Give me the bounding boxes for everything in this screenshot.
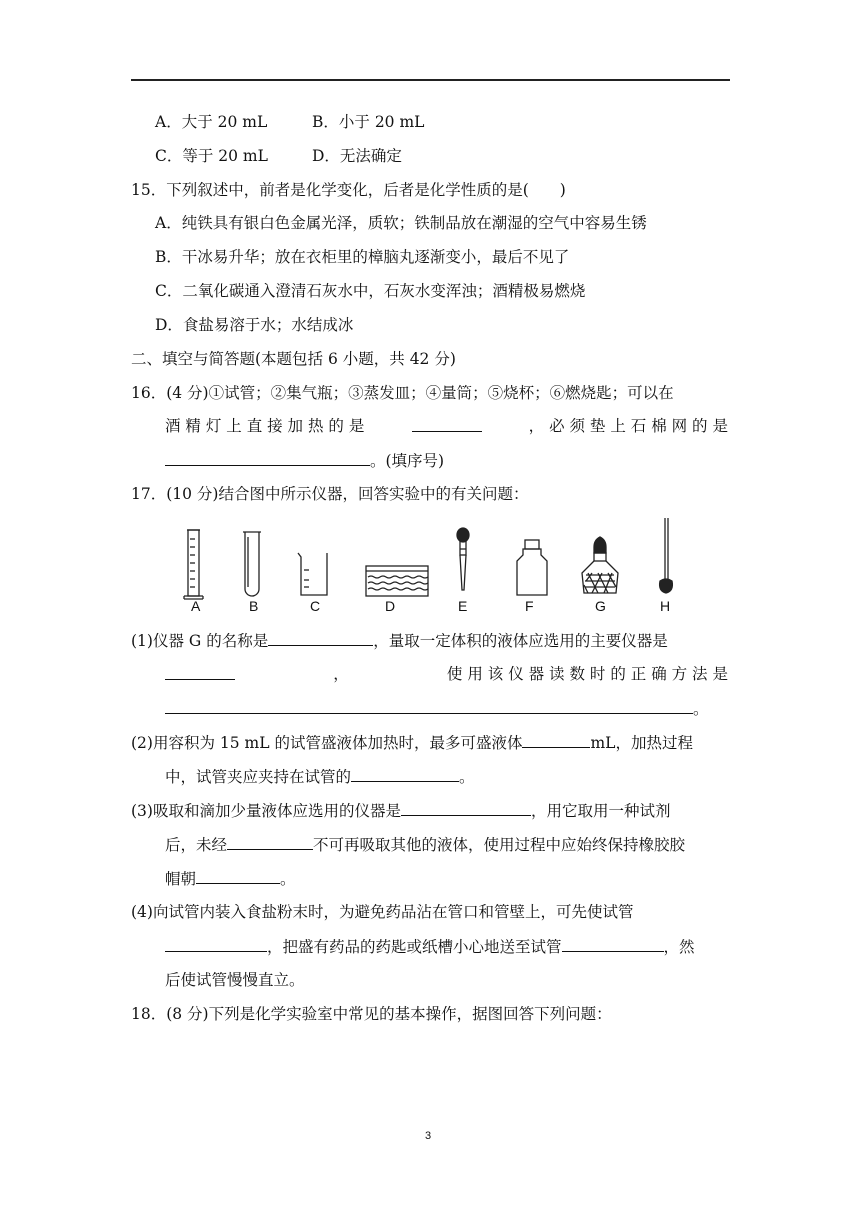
q16-line3 (165, 450, 444, 471)
q17-p4-text-b: ，把盛有药品的药匙或纸槽小心地送至试管 (267, 938, 562, 956)
q17-p4-blank-2[interactable] (562, 936, 664, 952)
q17-p1-end: 。 (693, 700, 709, 718)
q17-part1-line3 (165, 698, 709, 719)
q17-p1-text-b: ，量取一定体积的液体应选用的主要仪器是 (373, 632, 668, 650)
q17-p1-comma: ， (333, 665, 349, 683)
q17-p1-text-d: 使 用 该 仪 器 读 数 时 的 正 确 方 法 是 (446, 665, 728, 683)
q17-p4-text-c: ，然 (663, 938, 695, 956)
q14-option-a: A．大于 20 mL (155, 113, 268, 131)
burning-spoon-icon (660, 518, 673, 593)
q16-text-a: 酒 精 灯 上 直 接 加 热 的 是 (165, 417, 365, 435)
q17-part3-line2 (165, 834, 685, 855)
figure-label-b: B (249, 598, 259, 614)
q17-p1-blank-2[interactable] (165, 664, 235, 680)
q17-part3-line3 (165, 868, 296, 889)
figure-label-a: A (191, 598, 201, 614)
dropper-icon (457, 528, 469, 590)
q17-p1-blank-1[interactable] (268, 630, 373, 646)
q17-p3-text-d: 不可再吸取其他的液体，使用过程中应始终保持橡胶胶 (313, 836, 686, 854)
q15-stem: 15．下列叙述中，前者是化学变化，后者是化学性质的是( ) (131, 181, 566, 199)
test-tube-icon (243, 532, 261, 596)
q16-line3-end: 。(填序号) (370, 452, 445, 470)
q17-part3-line1 (131, 800, 670, 821)
q14-option-b: B．小于 20 mL (312, 113, 425, 131)
figure-label-f: F (525, 598, 534, 614)
figure-label-e: E (458, 598, 468, 614)
q17-part2-line1 (131, 732, 693, 753)
q17-p3-blank-1[interactable] (401, 800, 531, 816)
q16-line1: 16．(4 分)①试管；②集气瓶；③蒸发皿；④量筒；⑤烧杯；⑥燃烧匙；可以在 (131, 384, 674, 402)
q17-p3-end: 。 (280, 870, 296, 888)
page-number: 3 (425, 1130, 432, 1142)
q17-p2-text-a: (2)用容积为 15 mL 的试管盛液体加热时，最多可盛液体 (131, 734, 523, 752)
q17-p3-text-a: (3)吸取和滴加少量液体应选用的仪器是 (131, 802, 401, 820)
figure-label-d: D (385, 598, 396, 614)
q15-option-c: C．二氧化碳通入澄清石灰水中，石灰水变浑浊；酒精极易燃烧 (155, 282, 586, 300)
q17-part2-line2 (165, 766, 475, 787)
q17-p3-blank-2[interactable] (227, 834, 313, 850)
q17-part1-line2 (165, 664, 728, 684)
q17-p2-blank-1[interactable] (522, 732, 590, 748)
trough-icon (366, 566, 428, 596)
q17-p3-text-b: ，用它取用一种试剂 (530, 802, 671, 820)
q17-p3-text-e: 帽朝 (165, 870, 197, 888)
alcohol-lamp-icon (582, 537, 618, 593)
q17-p3-text-c: 后，未经 (165, 836, 228, 854)
q17-p2-end: 。 (459, 768, 475, 786)
q17-p1-text-a: (1)仪器 G 的名称是 (131, 632, 269, 650)
q14-option-d: D．无法确定 (312, 147, 402, 165)
q17-part1-line1 (131, 630, 668, 651)
q17-p2-text-b: mL，加热过程 (590, 734, 693, 752)
q17-p2-text-c: 中，试管夹应夹持在试管的 (165, 768, 352, 786)
q17-p1-blank-3[interactable] (165, 698, 693, 714)
graduated-cylinder-icon (184, 530, 203, 599)
q17-part4-line3: 后使试管慢慢直立。 (165, 971, 305, 989)
q14-option-c: C．等于 20 mL (155, 147, 268, 165)
section-heading: 二、填空与简答题(本题包括 6 小题，共 42 分) (131, 350, 456, 368)
beaker-icon (298, 553, 327, 595)
q17-p3-blank-3[interactable] (196, 868, 280, 884)
q17-part4-line2 (165, 936, 695, 957)
reagent-bottle-icon (517, 540, 547, 595)
q15-option-b: B．干冰易升华；放在衣柜里的樟脑丸逐渐变小，最后不见了 (155, 248, 570, 266)
figure-label-c: C (310, 598, 321, 614)
q16-blank-1[interactable] (412, 416, 482, 432)
q17-p4-blank-1[interactable] (165, 936, 267, 952)
q17-stem: 17．(10 分)结合图中所示仪器，回答实验中的有关问题： (131, 485, 529, 503)
figure-label-h: H (660, 598, 671, 614)
q15-option-d: D．食盐易溶于水；水结成冰 (155, 316, 354, 334)
q18-stem: 18．(8 分)下列是化学实验室中常见的基本操作，据图回答下列问题： (131, 1005, 612, 1023)
q16-text-b: ， 必 须 垫 上 石 棉 网 的 是 (528, 417, 728, 435)
q16-blank-2[interactable] (165, 450, 370, 466)
figure-label-g: G (595, 598, 606, 614)
q15-option-a: A．纯铁具有银白色金属光泽，质软；铁制品放在潮湿的空气中容易生锈 (155, 214, 647, 232)
q17-part4-line1: (4)向试管内装入食盐粉末时，为避免药品沾在管口和管壁上，可先使试管 (131, 903, 634, 921)
q16-line2 (165, 416, 728, 436)
q17-p2-blank-2[interactable] (351, 766, 459, 782)
header-rule (131, 79, 730, 81)
